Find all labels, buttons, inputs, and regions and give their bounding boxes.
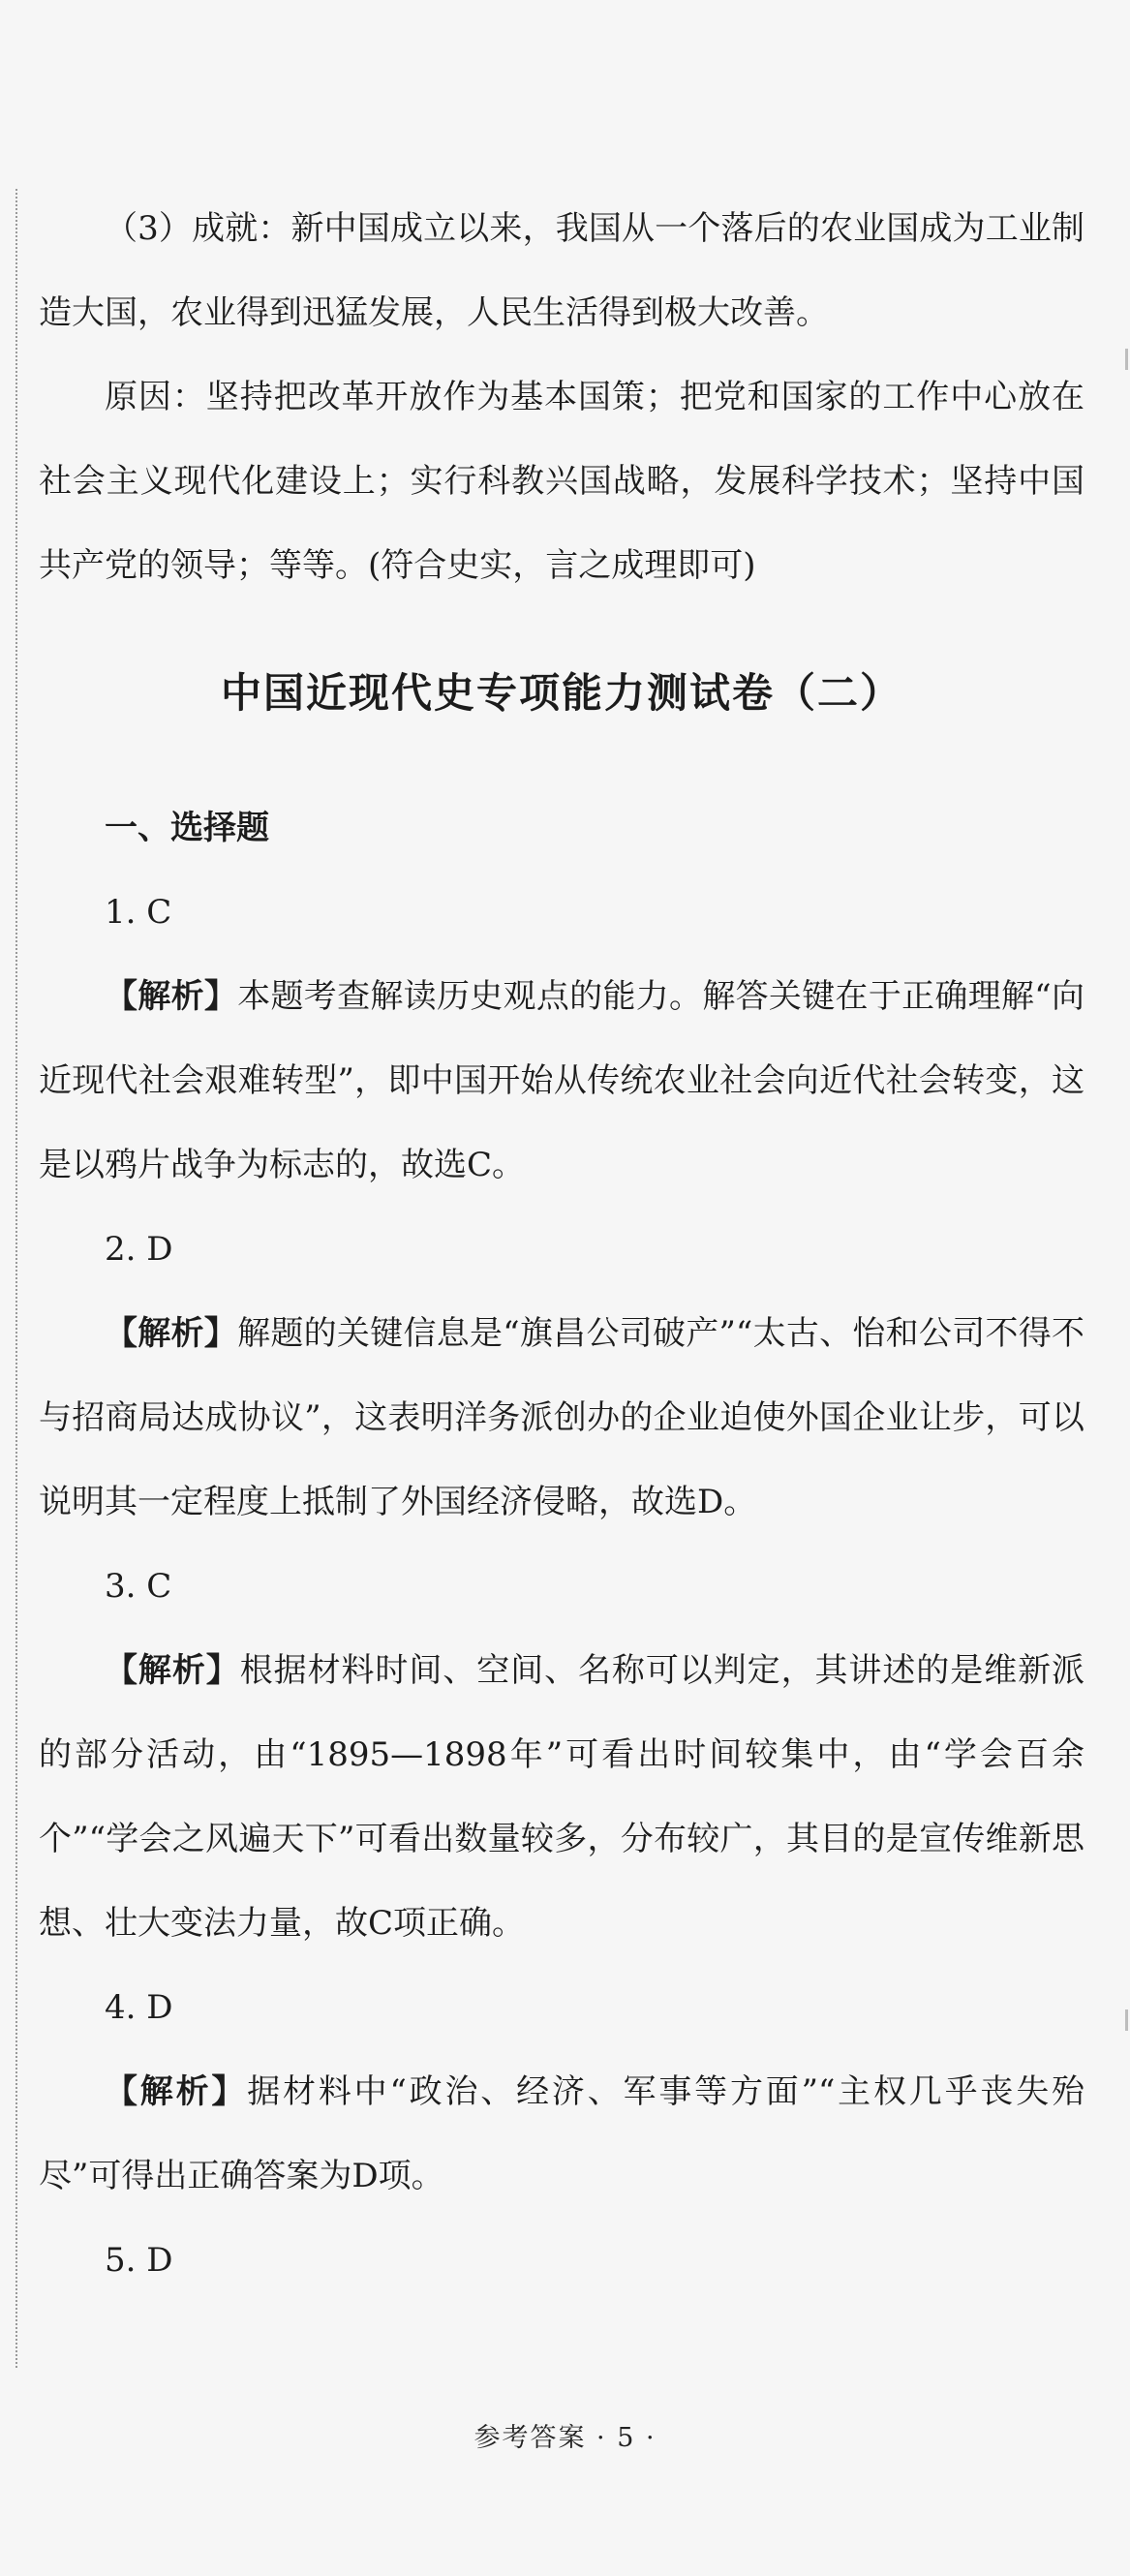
answer-item: 5. D [105, 2241, 173, 2280]
analysis-paragraph [39, 955, 1084, 1208]
analysis-tag: 【解析】 [105, 1651, 240, 1690]
edge-mark [1125, 2009, 1128, 2031]
answer-item: 1. C [105, 893, 172, 932]
analysis-paragraph [39, 1629, 1084, 1966]
intro-paragraph-achievements: （3）成就：新中国成立以来，我国从一个落后的农业国成为工业制造大国，农业得到迅猛发展，人民生活得到极大改善。 [39, 209, 1084, 332]
section-title: 中国近现代史专项能力测试卷（二） [220, 669, 902, 717]
answer-item: 2. D [105, 1230, 173, 1269]
page-footer: 参考答案 · 5 · [473, 2423, 657, 2453]
analysis-text: 解题的关键信息是“旗昌公司破产”“太古、怡和公司不得不与招商局达成协议”，这表明洋务派创办的企业迫使外国企业让步，可以说明其一定程度上抵制了外国经济侵略，故选D。 [39, 1314, 1084, 1521]
analysis-text: 本题考查解读历史观点的能力。解答关键在于正确理解“向近现代社会艰难转型”，即中国开始从传统农业社会向近代社会转变，这是以鸦片战争为标志的，故选C。 [39, 977, 1084, 1184]
binding-margin-line [15, 189, 17, 2368]
analysis-text: 据材料中“政治、经济、军事等方面”“主权几乎丧失殆尽”可得出正确答案为D项。 [39, 2072, 1085, 2195]
analysis-tag: 【解析】 [105, 1314, 238, 1353]
analysis-tag: 【解析】 [105, 977, 238, 1016]
question-type-heading: 一、选择题 [105, 809, 269, 847]
analysis-tag: 【解析】 [105, 2072, 248, 2111]
answer-item: 4. D [105, 1988, 173, 2027]
page-content [39, 187, 1084, 2303]
analysis-paragraph [39, 1292, 1084, 1545]
intro-paragraph-reasons: 原因：坚持把改革开放作为基本国策；把党和国家的工作中心放在社会主义现代化建设上；实行科教兴国战略，发展科学技术；坚持中国共产党的领导；等等。(符合史实，言之成理即可) [39, 378, 1084, 585]
answer-item: 3. C [105, 1567, 172, 1606]
edge-mark [1125, 349, 1128, 370]
analysis-text: 根据材料时间、空间、名称可以判定，其讲述的是维新派的部分活动，由“1895—1898年”可看出时间较集中，由“学会百余个”“学会之风遍天下”可看出数量较多，分布较广，其目的是宣传维新思想、壮大变法力量，故C项正确。 [39, 1651, 1085, 1943]
analysis-paragraph [39, 2050, 1084, 2219]
